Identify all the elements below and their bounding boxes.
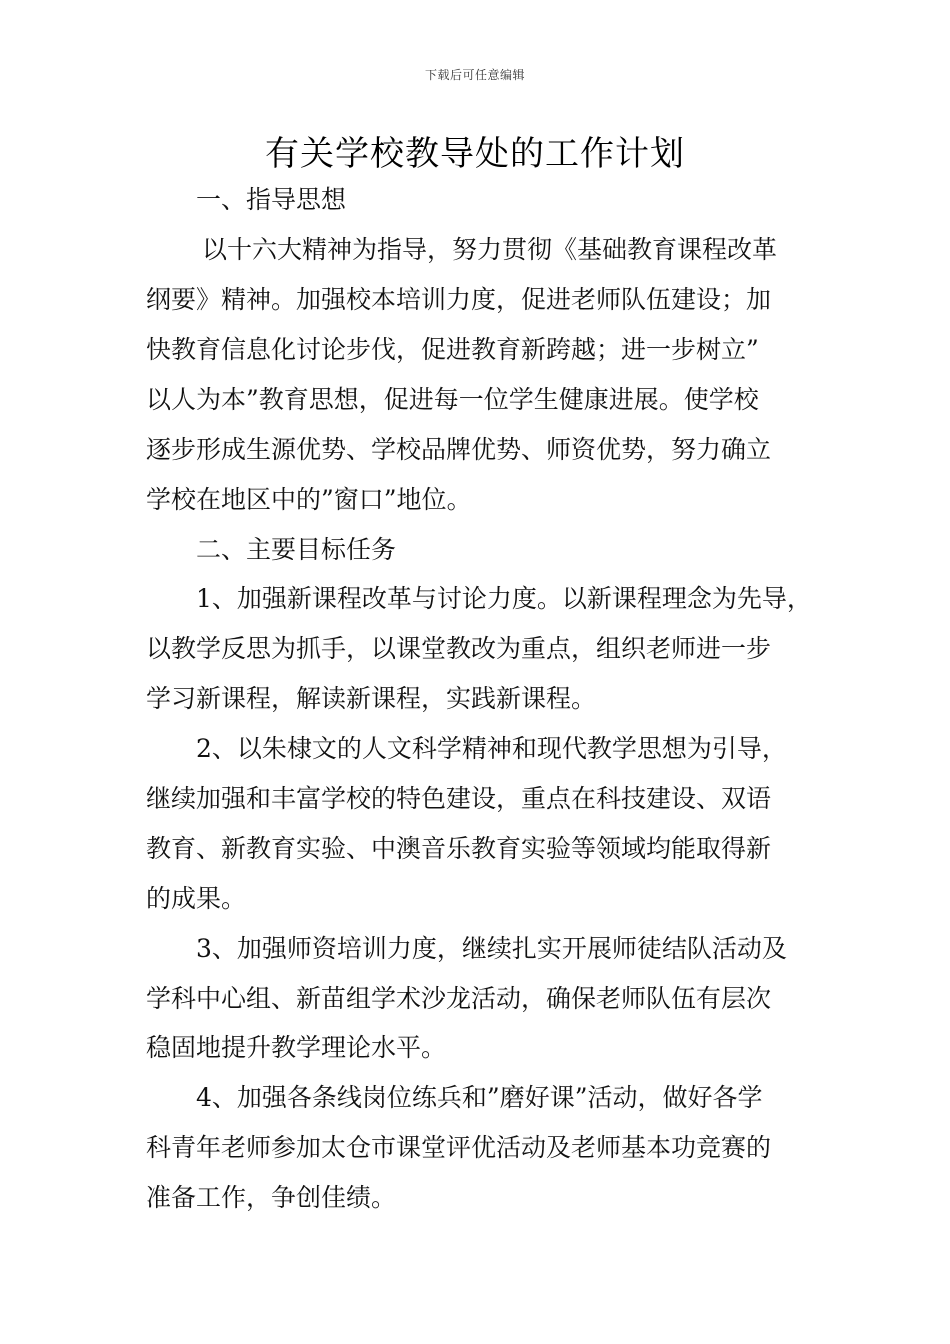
paragraph-line: 学科中心组、新苗组学术沙龙活动，确保老师队伍有层次 — [146, 984, 772, 1013]
paragraph-line: 稳固地提升教学理论水平。 — [146, 1033, 447, 1062]
paragraph-line: 学习新课程，解读新课程，实践新课程。 — [146, 684, 597, 713]
paragraph-line: 以教学反思为抓手，以课堂教改为重点，组织老师进一步 — [146, 634, 772, 663]
paragraph-line: 以十六大精神为指导，努力贯彻《基础教育课程改革 — [202, 235, 778, 264]
paragraph-line: 4、加强各条线岗位练兵和”磨好课”活动，做好各学 — [196, 1083, 763, 1112]
document-title: 有关学校教导处的工作计划 — [265, 134, 685, 174]
paragraph-line: 以人为本”教育思想，促进每一位学生健康进展。使学校 — [146, 385, 759, 414]
paragraph-line: 2、以朱棣文的人文科学精神和现代教学思想为引导， — [196, 734, 787, 763]
paragraph-line: 科青年老师参加太仓市课堂评优活动及老师基本功竞赛的 — [146, 1133, 772, 1162]
paragraph-line: 3、加强师资培训力度，继续扎实开展师徒结队活动及 — [196, 934, 787, 963]
download-note: 下载后可任意编辑 — [424, 68, 525, 82]
paragraph-line: 准备工作，争创佳绩。 — [146, 1183, 397, 1212]
paragraph-line: 学校在地区中的”窗口”地位。 — [146, 485, 472, 514]
paragraph-line: 纲要》精神。加强校本培训力度，促进老师队伍建设；加 — [146, 285, 772, 314]
paragraph-line: 逐步形成生源优势、学校品牌优势、师资优势，努力确立 — [146, 435, 772, 464]
section-heading: 二、主要目标任务 — [196, 535, 397, 564]
paragraph-line: 继续加强和丰富学校的特色建设，重点在科技建设、双语 — [146, 784, 772, 813]
paragraph-line: 1、加强新课程改革与讨论力度。以新课程理念为先导， — [196, 584, 812, 613]
paragraph-line: 教育、新教育实验、中澳音乐教育实验等领域均能取得新 — [146, 834, 772, 863]
paragraph-line: 的成果。 — [146, 884, 247, 913]
section-heading: 一、指导思想 — [196, 185, 347, 214]
paragraph-line: 快教育信息化讨论步伐，促进教育新跨越；进一步树立” — [146, 335, 759, 364]
